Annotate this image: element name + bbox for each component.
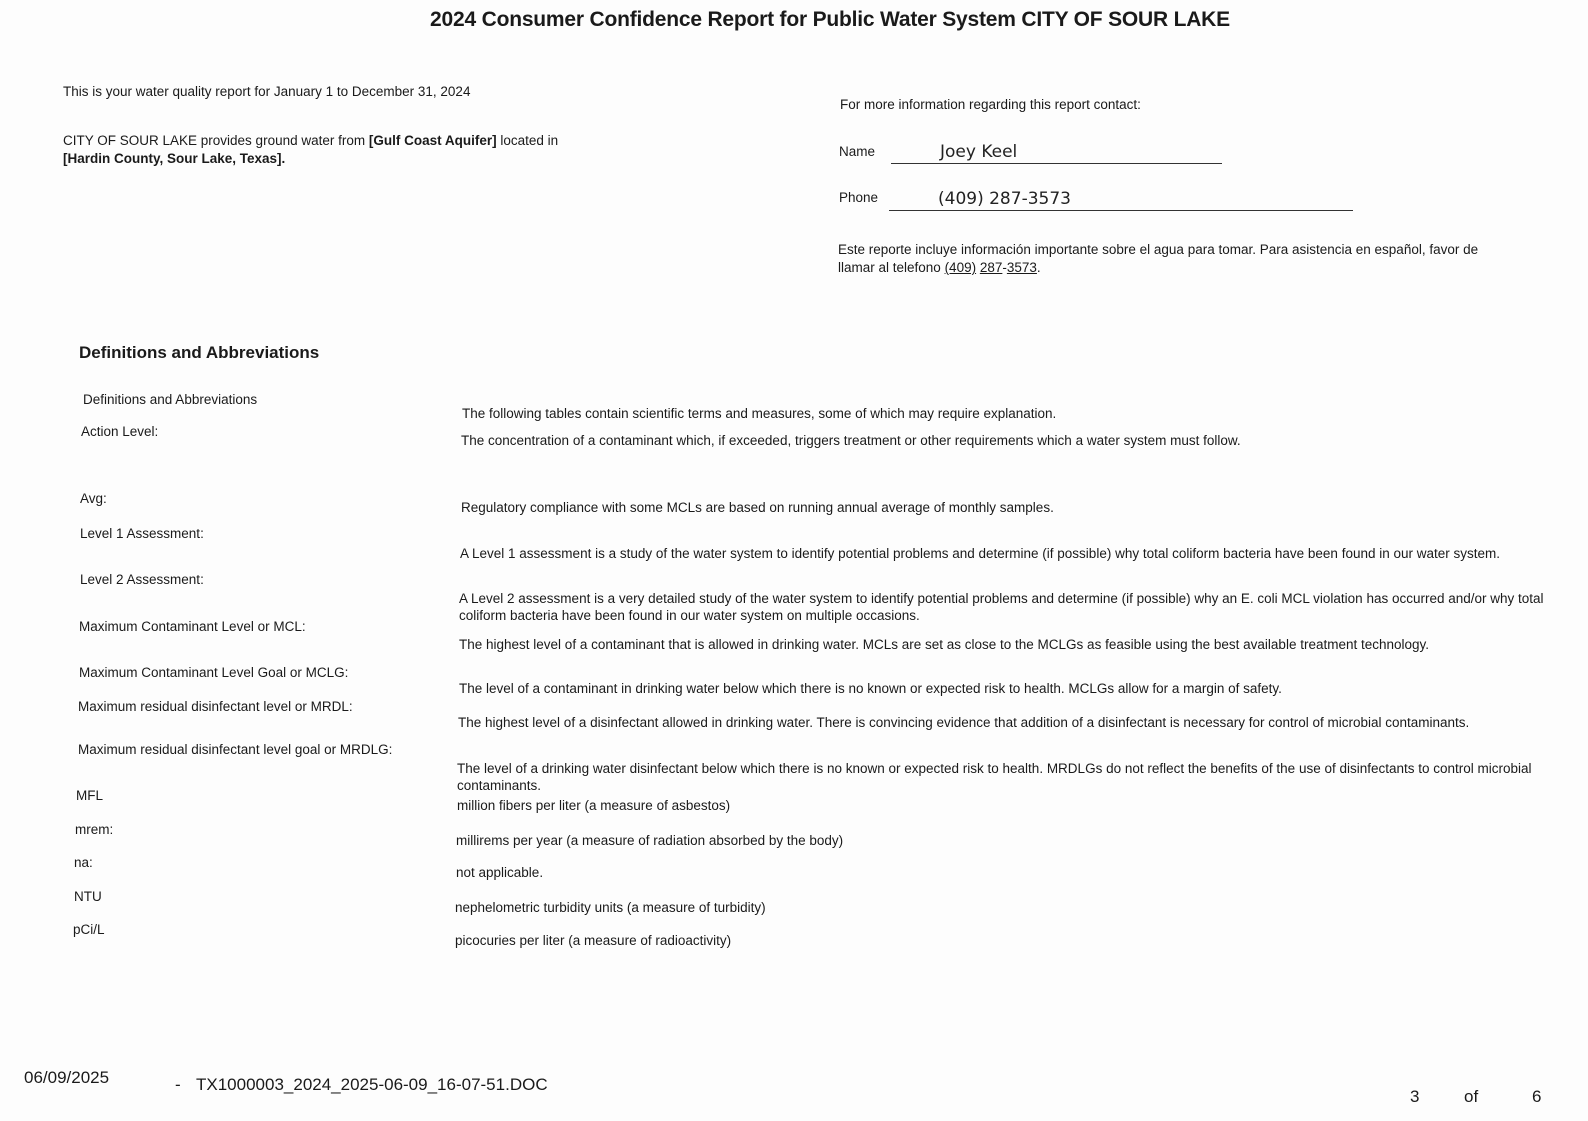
definition-text: The level of a drinking water disinfectant below which there is no known or expected risk to health. MRDLGs do not reflect the benefits of the use of disinfectants to control microbial contaminants. (457, 761, 1532, 793)
page-number-current: 3 (1410, 1087, 1420, 1106)
water-source-line1 (63, 133, 558, 148)
definition-term: na: (74, 855, 93, 870)
page-number-total: 6 (1532, 1087, 1542, 1106)
definition-text: The highest level of a contaminant that is allowed in drinking water. MCLs are set as close to the MCLGs as feasible using the best available treatment technology. (459, 637, 1430, 652)
name-underline (891, 163, 1222, 164)
spanish-phone-line: 3573 (1006, 260, 1037, 275)
spanish-notice-text: llamar al telefono (838, 260, 945, 275)
definition-term: Definitions and Abbreviations (83, 392, 258, 407)
water-source-line2 (63, 151, 285, 166)
page-number-of: of (1464, 1087, 1479, 1106)
definition-term: Action Level: (81, 424, 159, 439)
definition-text: not applicable. (456, 865, 544, 880)
contact-heading: For more information regarding this report contact: (840, 97, 1141, 112)
page-title: 2024 Consumer Confidence Report for Public Water System CITY OF SOUR LAKE (430, 8, 1230, 31)
definition-term: Maximum residual disinfectant level or MRDL: (78, 699, 353, 714)
definition-term: MFL (76, 788, 103, 803)
definition-text: The concentration of a contaminant which, if exceeded, triggers treatment or other requirements which a water system must follow. (461, 433, 1241, 448)
definition-term: pCi/L (73, 922, 105, 937)
spanish-notice-end: . (1036, 260, 1041, 275)
footer-dash: - (175, 1075, 181, 1094)
spanish-notice-line1: Este reporte incluye información importante sobre el agua para tomar. Para asistencia en español, favor de (838, 242, 1479, 257)
definition-term: Level 1 Assessment: (80, 526, 204, 541)
source-mid: located in (496, 133, 559, 148)
phone-underline (889, 210, 1353, 211)
spanish-notice-line2: llamar al telefono (409) 287-3573. (838, 260, 1041, 275)
definition-term: Avg: (80, 491, 107, 506)
contact-name-label: Name (839, 144, 876, 159)
source-prefix: CITY OF SOUR LAKE provides ground water from (63, 133, 369, 148)
spanish-phone-prefix: 287 (979, 260, 1003, 275)
source-end: . (281, 151, 286, 166)
definition-text: A Level 2 assessment is a very detailed study of the water system to identify potential problems and determine (if possible) why an E. coli MCL violation has occurred and/or why total coliform bacteria have been found in our water system on multiple occasions. (459, 591, 1544, 623)
report-period: This is your water quality report for January 1 to December 31, 2024 (63, 84, 471, 99)
definition-text: nephelometric turbidity units (a measure of turbidity) (455, 900, 766, 915)
definition-term: Maximum residual disinfectant level goal or MRDLG: (78, 742, 393, 757)
definition-term: Level 2 Assessment: (80, 572, 204, 587)
definition-text: A Level 1 assessment is a study of the water system to identify potential problems and determine (if possible) why total coliform bacteria have been found in our water system. (460, 546, 1501, 561)
definition-text: The following tables contain scientific terms and measures, some of which may require explanation. (462, 406, 1057, 421)
definition-text: Regulatory compliance with some MCLs are based on running annual average of monthly samples. (461, 500, 1054, 515)
definition-text: millirems per year (a measure of radiation absorbed by the body) (456, 833, 844, 848)
definition-text: The level of a contaminant in drinking water below which there is no known or expected risk to health. MCLGs allow for a margin of safety. (459, 681, 1282, 696)
contact-phone-value: (409) 287-3573 (938, 189, 1071, 209)
definition-term: NTU (74, 889, 102, 904)
definition-text: picocuries per liter (a measure of radioactivity) (455, 933, 732, 948)
definition-text: million fibers per liter (a measure of asbestos) (457, 798, 731, 813)
footer-date: 06/09/2025 (24, 1068, 110, 1087)
source-name: [Gulf Coast Aquifer] (368, 133, 497, 148)
definitions-heading: Definitions and Abbreviations (79, 343, 320, 362)
definition-term: Maximum Contaminant Level Goal or MCLG: (79, 665, 349, 680)
footer-filename: TX1000003_2024_2025-06-09_16-07-51.DOC (196, 1075, 548, 1094)
spanish-phone-area: (409) (944, 260, 977, 275)
definition-text: The highest level of a disinfectant allowed in drinking water. There is convincing evidence that addition of a disinfectant is necessary for control of microbial contaminants. (458, 715, 1470, 730)
definition-term: mrem: (75, 822, 114, 837)
contact-phone-label: Phone (839, 190, 879, 205)
definition-term: Maximum Contaminant Level or MCL: (79, 619, 306, 634)
source-location: [Hardin County, Sour Lake, Texas] (63, 151, 282, 166)
contact-name-value: Joey Keel (940, 142, 1018, 162)
